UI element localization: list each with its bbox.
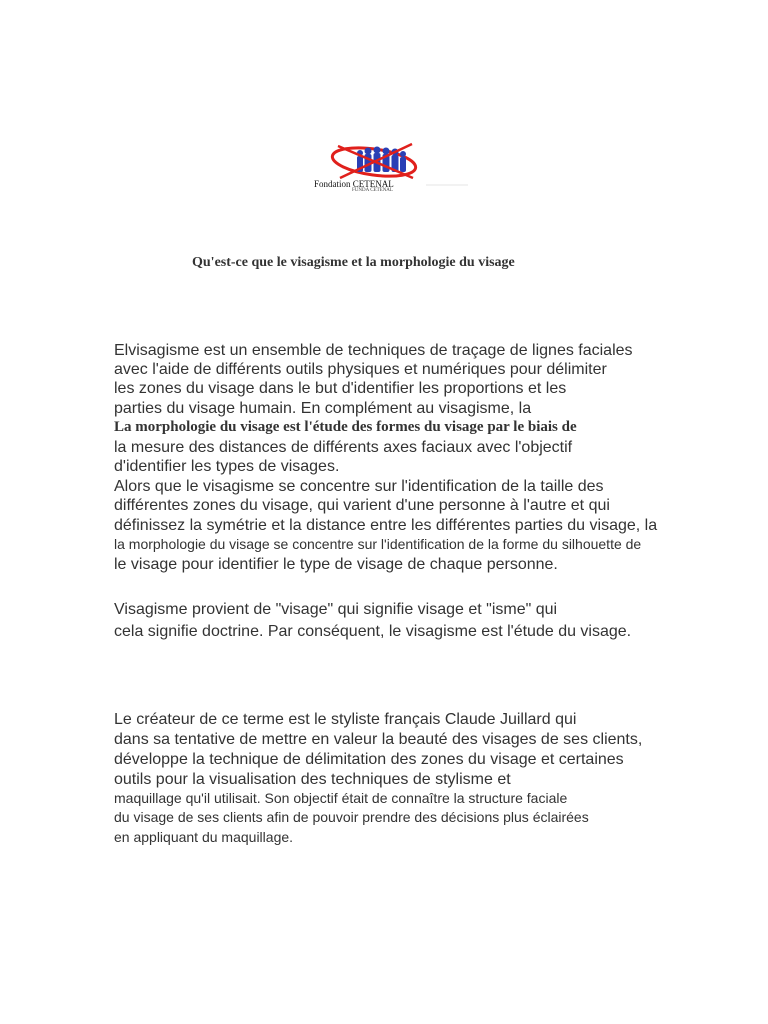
paragraph-line: Le créateur de ce terme est le styliste français Claude Juillard qui xyxy=(114,711,577,728)
paragraph-line: le visage pour identifier le type de visage de chaque personne. xyxy=(114,556,558,573)
paragraph-line: parties du visage humain. En complément au visagisme, la xyxy=(114,400,532,417)
paragraph-line: la mesure des distances de différents axes faciaux avec l'objectif xyxy=(114,439,573,456)
paragraph-line-small: du visage de ses clients afin de pouvoir prendre des décisions plus éclairées xyxy=(114,809,589,825)
paragraph-line: d'identifier les types de visages. xyxy=(114,458,340,475)
paragraph-line: cela signifie doctrine. Par conséquent, le visagisme est l'étude du visage. xyxy=(114,623,632,640)
paragraph-line: Alors que le visagisme se concentre sur l'identification de la taille des xyxy=(114,478,604,495)
paragraph-line: développe la technique de délimitation des zones du visage et certaines xyxy=(114,751,624,768)
paragraph-line-small: en appliquant du maquillage. xyxy=(114,829,294,845)
paragraph-line: les zones du visage dans le but d'identifier les proportions et les xyxy=(114,380,567,397)
page-title: Qu'est-ce que le visagisme et la morphologie du visage xyxy=(192,255,515,270)
paragraph-line-small: la morphologie du visage se concentre sur l'identification de la forme du silhouette de xyxy=(114,536,642,552)
paragraph-line: définissez la symétrie et la distance entre les différentes parties du visage, la xyxy=(114,517,658,534)
foundation-logo xyxy=(308,140,478,200)
paragraph-line: outils pour la visualisation des techniques de stylisme et xyxy=(114,771,511,788)
logo-subtext: FUNDA CETENAL xyxy=(352,188,393,193)
logo-text: Fondation CETENAL xyxy=(314,179,394,189)
paragraph-line: dans sa tentative de mettre en valeur la beauté des visages de ses clients, xyxy=(114,731,643,748)
paragraph-line: Elvisagisme est un ensemble de techniques de traçage de lignes faciales xyxy=(114,342,633,359)
paragraph-line: avec l'aide de différents outils physiques et numériques pour délimiter xyxy=(114,361,607,378)
paragraph-line: Visagisme provient de "visage" qui signifie visage et "isme" qui xyxy=(114,601,558,618)
paragraph-line: différentes zones du visage, qui varient d'une personne à l'autre et qui xyxy=(114,497,610,514)
paragraph-line-small: maquillage qu'il utilisait. Son objectif était de connaître la structure faciale xyxy=(114,790,568,806)
paragraph-line-bold: La morphologie du visage est l'étude des formes du visage par le biais de xyxy=(114,419,577,435)
